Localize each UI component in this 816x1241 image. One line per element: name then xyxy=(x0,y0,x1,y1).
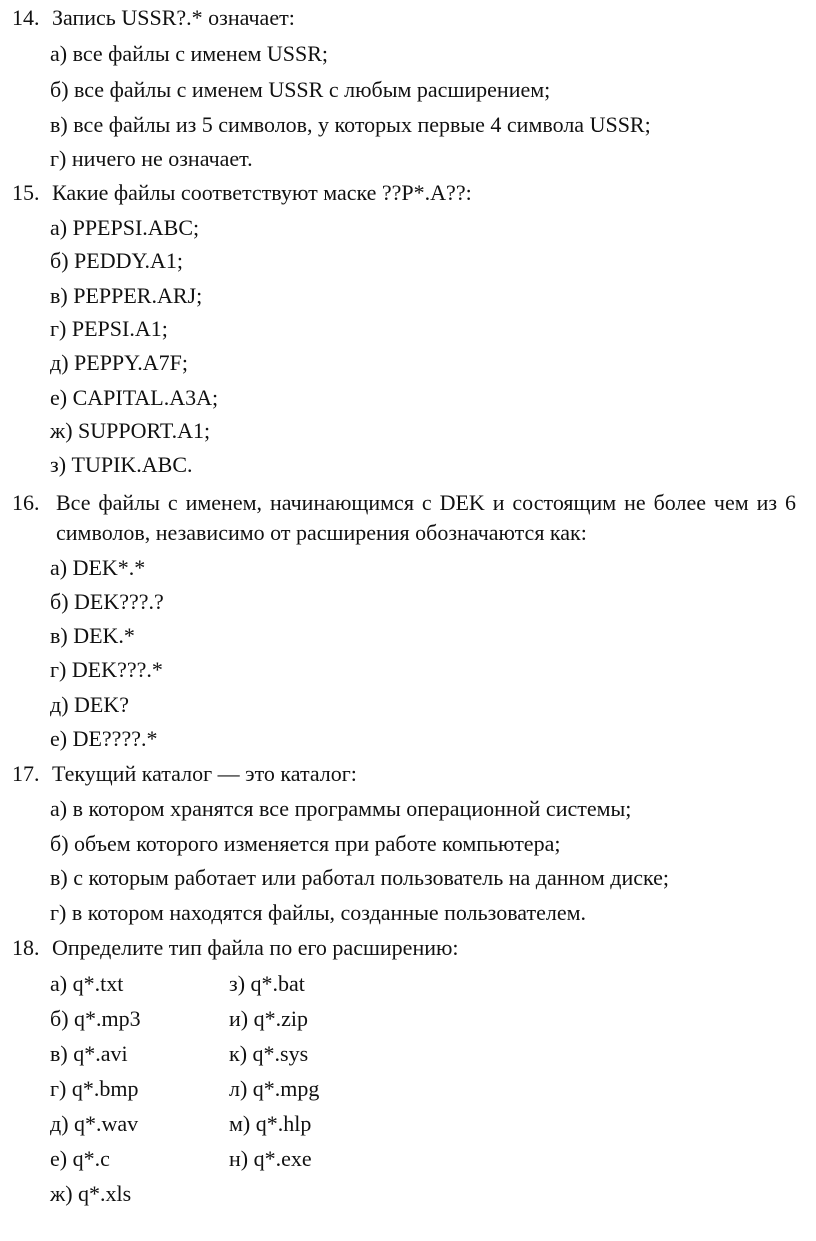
question-number: 17. xyxy=(12,761,40,786)
question-text: Определите тип файла по его расширению: xyxy=(52,935,459,960)
answer-option: и) q*.zip xyxy=(229,1006,308,1031)
answer-option: л) q*.mpg xyxy=(229,1076,320,1101)
answer-option: ж) SUPPORT.A1; xyxy=(50,418,211,443)
answer-option: ж) q*.xls xyxy=(50,1181,132,1206)
question-number: 15. xyxy=(12,180,40,205)
answer-option: в) все файлы из 5 символов, у которых первые 4 символа USSR; xyxy=(50,112,651,137)
question-number: 14. xyxy=(12,5,40,30)
question-17 xyxy=(12,760,802,788)
question-18 xyxy=(12,934,802,962)
answer-option: д) q*.wav xyxy=(50,1111,139,1136)
answer-option: а) PPEPSI.ABC; xyxy=(50,215,200,240)
answer-option: з) q*.bat xyxy=(229,971,305,996)
question-number: 18. xyxy=(12,935,40,960)
question-text: Все файлы с именем, начинающимся с DEK и состоящим не более чем из 6 символов, независимо от расширения обозначаются как: xyxy=(56,490,796,545)
answer-option: а) q*.txt xyxy=(50,971,124,996)
question-text: Какие файлы соответствуют маске ??P*.A??: xyxy=(52,180,472,205)
answer-option: е) CAPITAL.A3A; xyxy=(50,385,219,410)
answer-option: а) в котором хранятся все программы операционной системы; xyxy=(50,796,632,821)
answer-option: б) q*.mp3 xyxy=(50,1006,141,1031)
answer-option: м) q*.hlp xyxy=(229,1111,312,1136)
answer-option: б) PEDDY.A1; xyxy=(50,248,184,273)
answer-option: г) ничего не означает. xyxy=(50,146,253,171)
question-number: 16. xyxy=(12,490,40,515)
question-15 xyxy=(12,179,802,207)
answer-option: б) все файлы с именем USSR с любым расширением; xyxy=(50,77,551,102)
answer-option: в) q*.avi xyxy=(50,1041,128,1066)
answer-option: г) PEPSI.A1; xyxy=(50,316,168,341)
answer-option: д) PEPPY.A7F; xyxy=(50,350,188,375)
question-16 xyxy=(12,488,802,548)
answer-option: а) все файлы с именем USSR; xyxy=(50,41,329,66)
answer-option: г) DEK???.* xyxy=(50,657,163,682)
answer-option: в) с которым работает или работал пользователь на данном диске; xyxy=(50,865,670,890)
answer-option: г) в котором находятся файлы, созданные пользователем. xyxy=(50,900,587,925)
question-text: Запись USSR?.* означает: xyxy=(52,5,295,30)
answer-option: в) DEK.* xyxy=(50,623,135,648)
question-text: Текущий каталог — это каталог: xyxy=(52,761,357,786)
answer-option: н) q*.exe xyxy=(229,1146,312,1171)
answer-option: з) TUPIK.ABC. xyxy=(50,452,193,477)
question-14 xyxy=(12,4,802,32)
answer-option: б) объем которого изменяется при работе компьютера; xyxy=(50,831,561,856)
answer-option: д) DEK? xyxy=(50,692,129,717)
answer-option: е) DE????.* xyxy=(50,726,158,751)
answer-option: а) DEK*.* xyxy=(50,555,146,580)
answer-option: г) q*.bmp xyxy=(50,1076,139,1101)
answer-option: е) q*.c xyxy=(50,1146,110,1171)
answer-option: б) DEK???.? xyxy=(50,589,164,614)
answer-option: к) q*.sys xyxy=(229,1041,309,1066)
answer-option: в) PEPPER.ARJ; xyxy=(50,283,203,308)
